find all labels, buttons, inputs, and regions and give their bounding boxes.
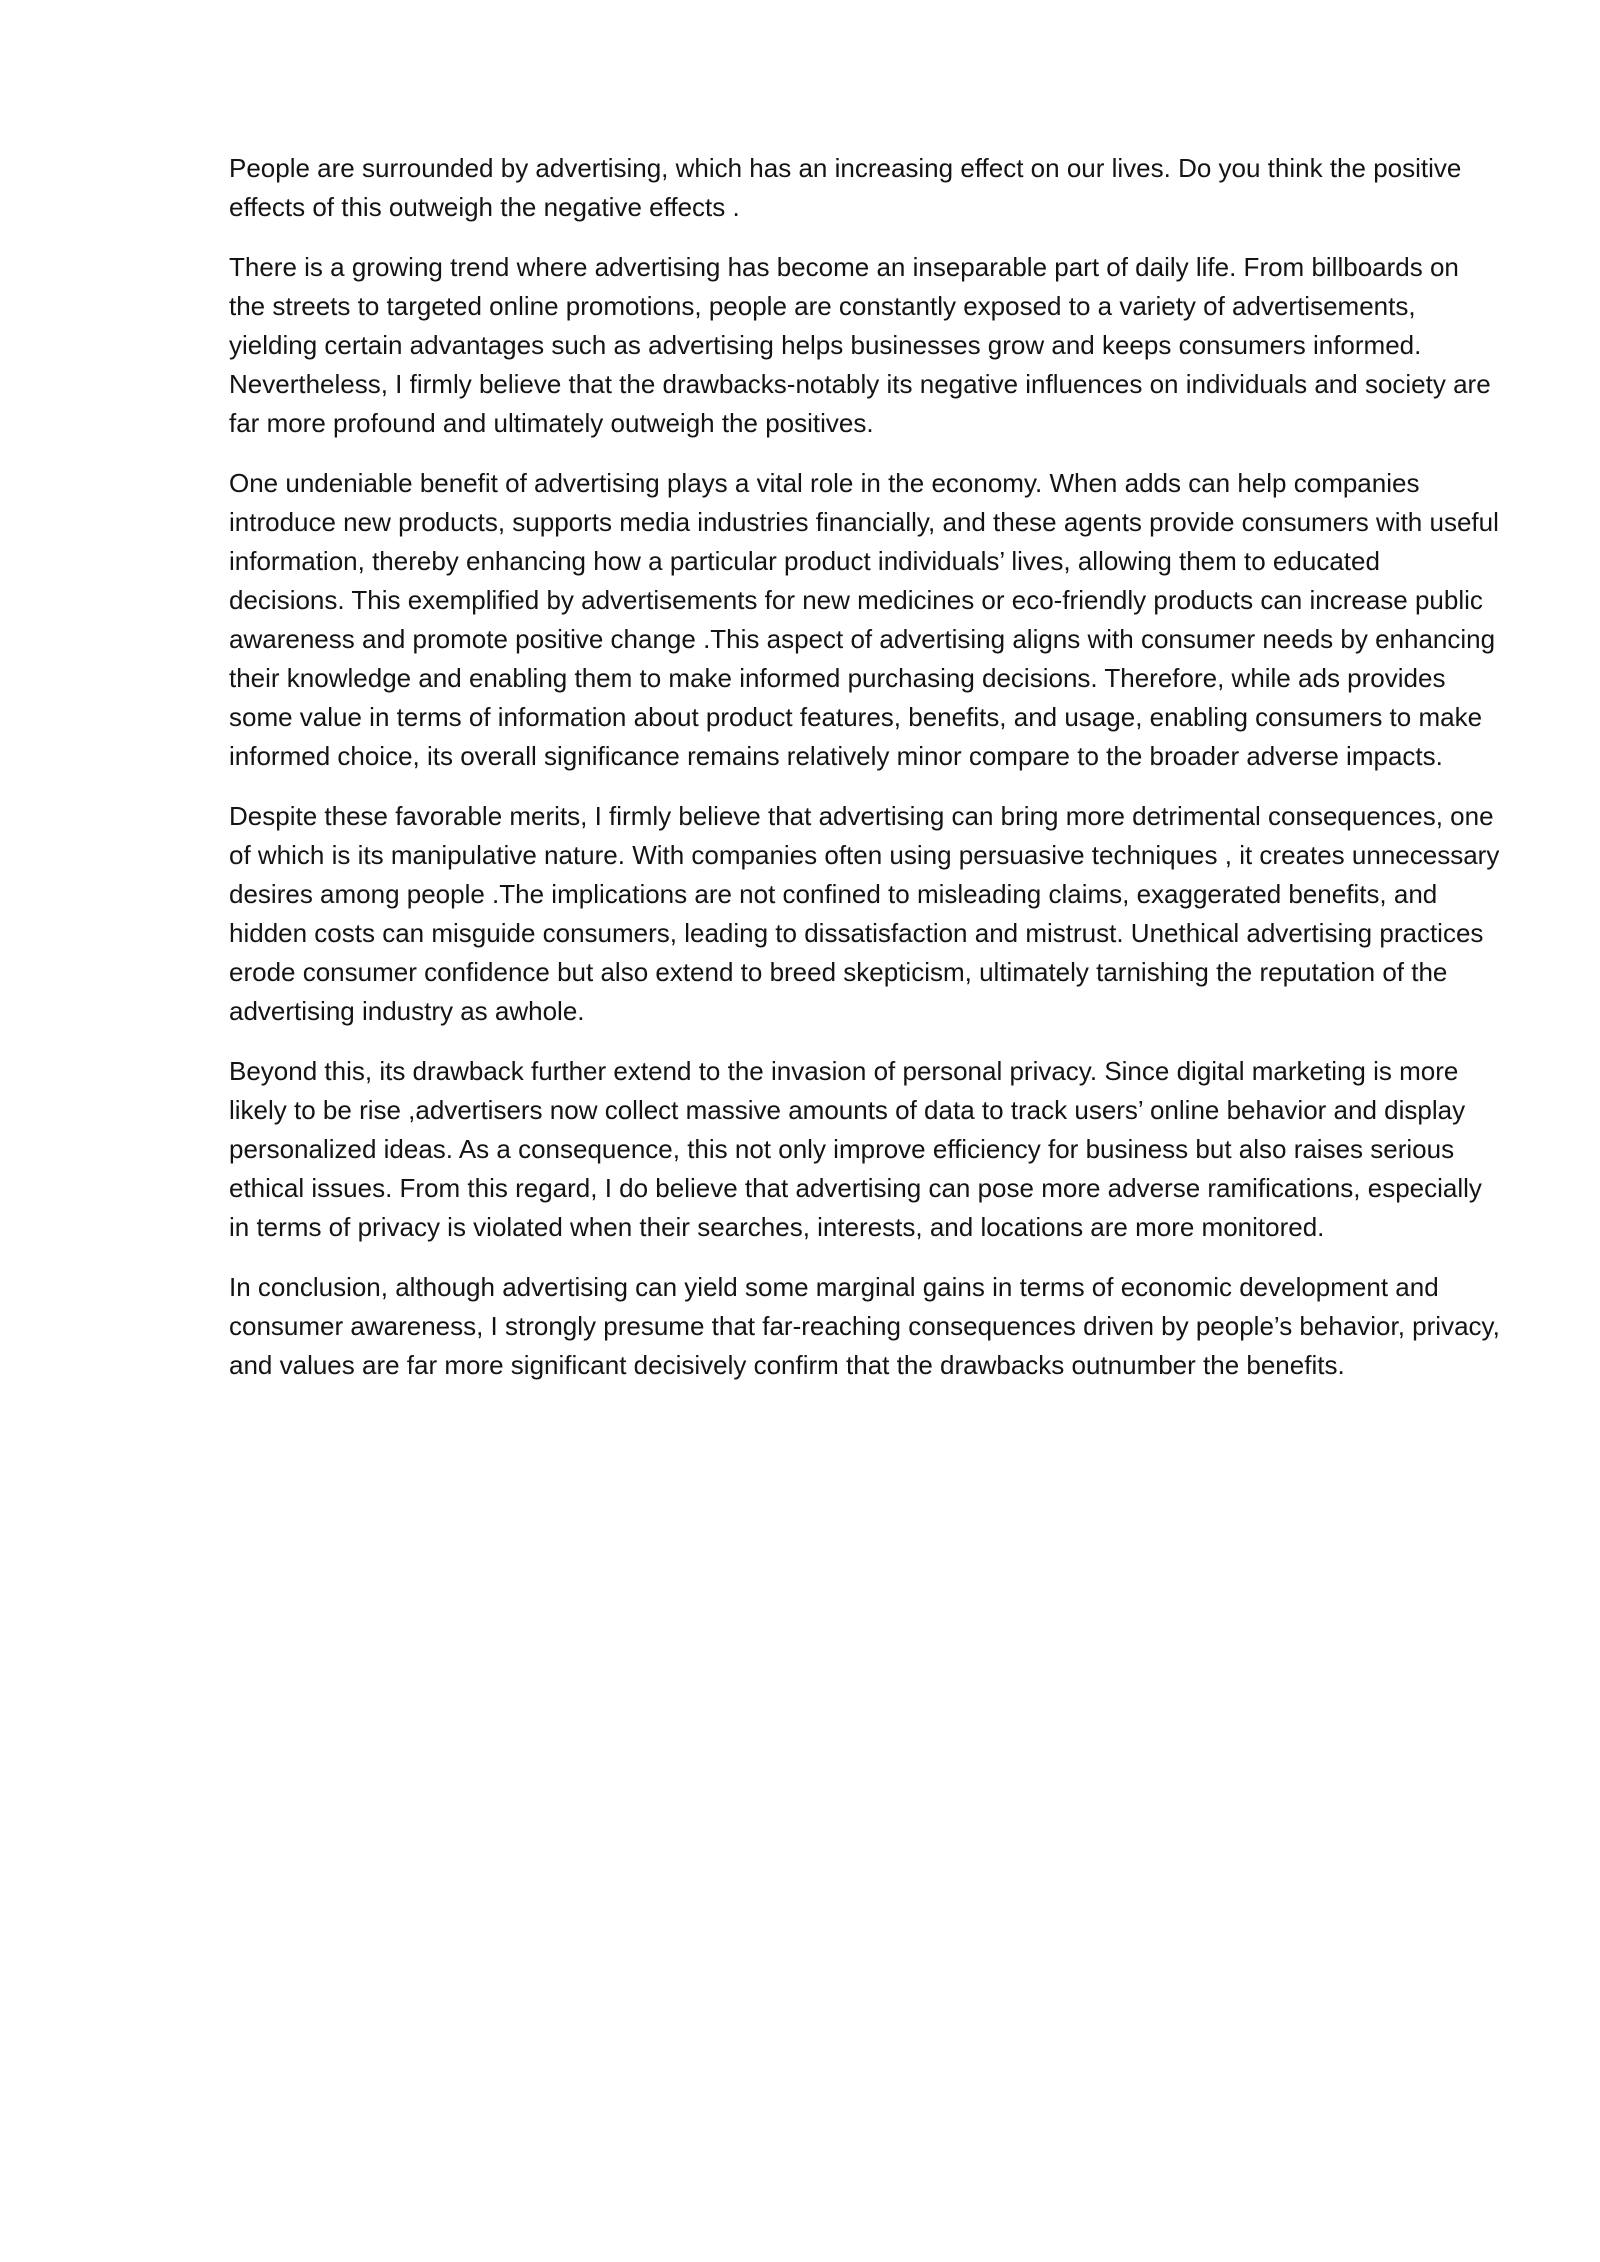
privacy-paragraph: Beyond this, its drawback further extend to the invasion of personal privacy. Since digital marketing is more likely to be rise ,advertisers now collect massive amounts of data to track users’ online behavior and display personalized ideas. As a consequence, this not only improve efficiency for business but also raises serious ethical issues. From this regard, I do believe that advertising can pose more adverse ramifications, especially in terms of privacy is violated when their searches, interests, and locations are more monitored. [229, 1056, 1482, 1242]
essay-prompt-paragraph: People are surrounded by advertising, which has an increasing effect on our lives. Do you think the positive effects of this outweigh the negative effects . [229, 153, 1462, 222]
conclusion-paragraph: In conclusion, although advertising can yield some marginal gains in terms of economic development and consumer awareness, I strongly presume that far-reaching consequences driven by people’s behavior, privacy, and values are far more significant decisively confirm that the drawbacks outnumber the benefits. [229, 1272, 1500, 1380]
introduction-paragraph: There is a growing trend where advertising has become an inseparable part of daily life. From billboards on the streets to targeted online promotions, people are constantly exposed to a variety of advertisements, yielding certain advantages such as advertising helps businesses grow and keeps consumers informed. Nevertheless, I firmly believe that the drawbacks-notably its negative influences on individuals and society are far more profound and ultimately outweigh the positives. [229, 252, 1491, 438]
manipulation-paragraph: Despite these favorable merits, I firmly believe that advertising can bring more detrimental consequences, one of which is its manipulative nature. With companies often using persuasive techniques , it creates unnecessary desires among people .The implications are not confined to misleading claims, exaggerated benefits, and hidden costs can misguide consumers, leading to dissatisfaction and mistrust. Unethical advertising practices erode consumer confidence but also extend to breed skepticism, ultimately tarnishing the reputation of the advertising industry as awhole. [229, 801, 1500, 1026]
benefits-paragraph: One undeniable benefit of advertising plays a vital role in the economy. When adds can help companies introduce new products, supports media industries financially, and these agents provide consumers with useful information, thereby enhancing how a particular product individuals’ lives, allowing them to educated decisions. This exemplified by advertisements for new medicines or eco-friendly products can increase public awareness and promote positive change .This aspect of advertising aligns with consumer needs by enhancing their knowledge and enabling them to make informed purchasing decisions. Therefore, while ads provides some value in terms of information about product features, benefits, and usage, enabling consumers to make informed choice, its overall significance remains relatively minor compare to the broader adverse impacts. [229, 468, 1499, 771]
document-body [229, 149, 1501, 1406]
